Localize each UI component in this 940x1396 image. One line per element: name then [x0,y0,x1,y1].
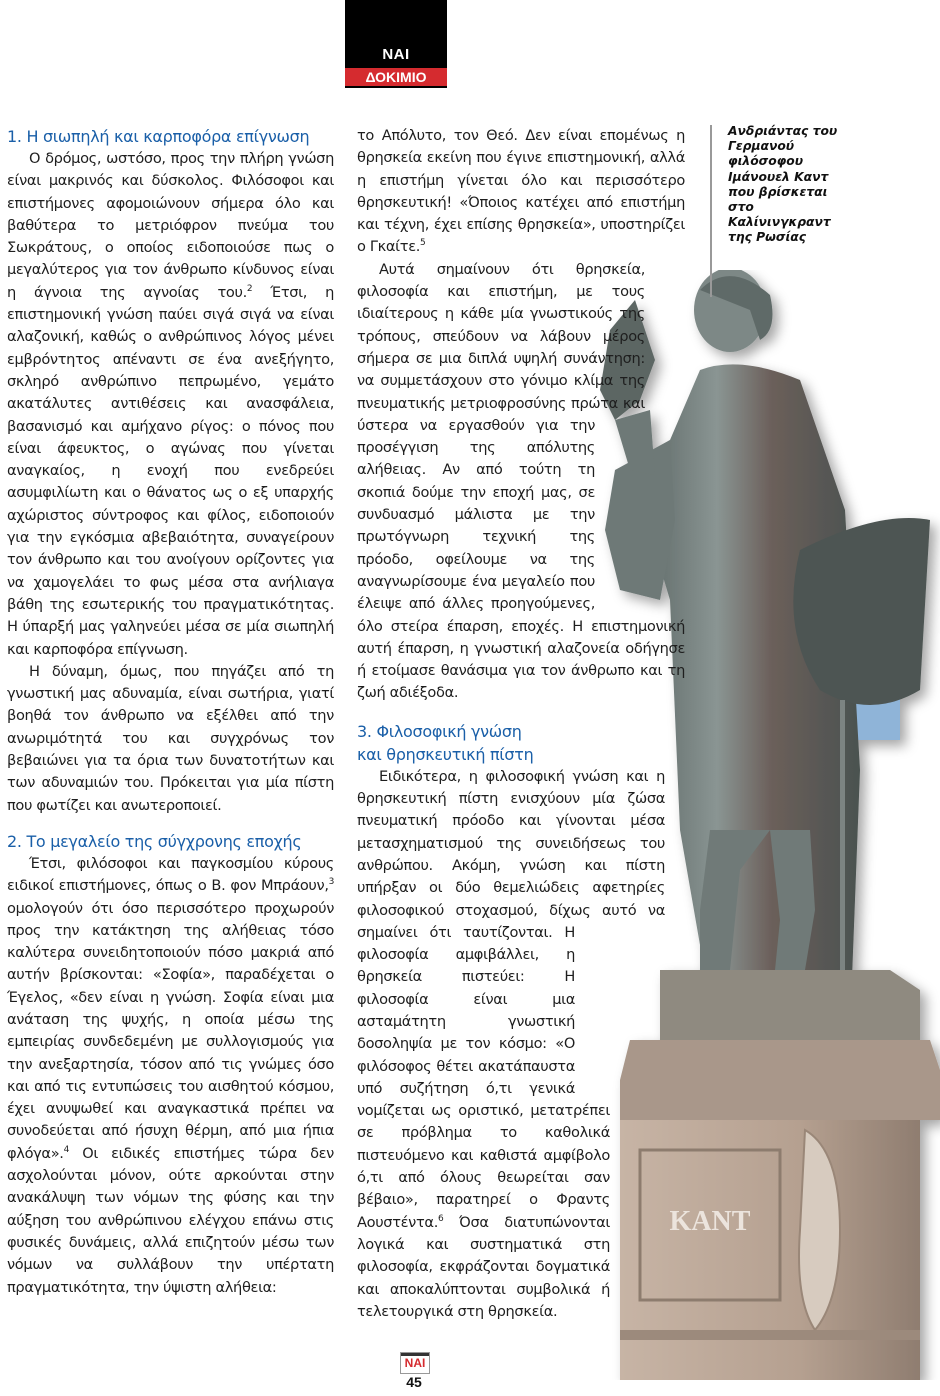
footnote-ref[interactable]: 4 [63,1144,69,1155]
text-wrap-spacer [610,1096,685,1396]
image-caption: Ανδριάντας του Γερμανού φιλόσοφου Ιμάνουελ Καντ που βρίσκεται στο Καλίνινγκραντ της Ρωσίας [728,124,838,245]
column-middle [357,125,685,1396]
section-1-paragraph-2: Η δύναμη, όμως, που πηγάζει από τη γνωστική μας αδυναμία, είναι σωτήρια, γιατί βοηθά τον άνθρωπο να εξέλθει από την ανωριμότητά του και συγχρόνως τον βεβαιώνει για τα όρια των δυνατοτήτων και των αδυναμιών του. Πρόκειται για μία πίστη που φωτίζει και ανωτεροποιεί. [7,662,334,814]
caption-rule [710,125,712,297]
footnote-ref[interactable]: 3 [328,877,334,888]
magazine-logo: ΝΑΙ [400,1352,430,1374]
section-3-paragraph-1: Ειδικότερα, η φιλοσοφική γνώση και η θρησκευτική πίστη ενισχύουν μία ζώσα πνευματική πρόοδο και γίνονται μέσα μετασχηματισμού της συνειδήσεως του ανθρώπου. Ακόμη, γνώση και πίστη υπήρξαν οι δύο θεμελιώδεις αφετηρίες φιλοσοφικού στοχασμού, δίχως αυτό να σημαίνει ότι ταυτίζονται. Η φιλοσοφία αμφιβάλλει, η θρησκεία πιστεύει: Η φιλοσοφία είναι μια ασταμάτητη γνωστική δοσοληψία με τον κόσμο: «Ο φιλόσοφος θέτει ακατάπαυστα υπό συζήτηση ό,τι γενικά νομίζεται ως οριστικό, μετατρέπει σε πρόβλημα το καθολικά πιστευόμενο και καθιστά αμφίβολο ό,τι από όλους θεωρείται σαν βέβαιο», παρατηρεί ο Φραντς Αουστέντα.$^6$ Όσα διατυπώνονται λογικά και συστηματικά στη φιλοσοφία, εκφράζονται δογματικά και αποκαλύπτονται συμβολικά ή τελετουργικά στη θρησκεία. [357,767,665,1320]
column-left [7,125,334,1299]
section-2-paragraph-2: Αυτά σημαίνουν ότι θρησκεία, φιλοσοφία και επιστήμη, με τους ιδιαίτερους η κάθε μία γνωστικούς της τρόπους, σπεύδουν να λάβουν μέρος σήμερα σε μια διπλά υψηλή συνάντηση: να συμμετάσχουν στο γόνιμο κλίμα της πνευματικής μετριοφροσύνης πρώτα και ύστερα να εργασθούν για την προσέγγιση της απόλυτης αλήθειας. Αν από τούτη τη σκοπιά δούμε την εποχή μας, σε συνδυασμό μάλιστα με την πρωτόγνωρη τεχνική της πρόοδο, οφείλουμε να της αναγνωρίσουμε ένα μεγαλείο που έλειψε από άλλες προηγούμενες, όλο στείρα έπαρση, εποχές. Η επιστημονική αυτή έπαρση, η γνωστική αλαζονεία οδήγησε ή ετοίμασε θανάσιμα για τον άνθρωπο και τη ζωή αδιέξοδα. [357,260,685,702]
text-wrap-spacer [645,347,685,437]
footnote-ref[interactable]: 5 [420,238,426,249]
footnote-ref[interactable]: 2 [246,283,253,294]
section-2-heading: 2. Το μεγαλείο της σύγχρονης εποχής [7,831,302,851]
text-wrap-spacer [665,766,685,936]
statue-plinth-top [660,970,920,1040]
page-number: 45 [406,1374,422,1390]
text-wrap-spacer [575,936,685,1096]
section-tab [345,0,447,88]
section-1-paragraph-1: Ο δρόμος, ωστόσο, προς την πλήρη γνώση είναι μακρινός και δύσκολος. Φιλόσοφοι και επιστήμονες αφομοιώνουν σήμερα όλο και βαθύτερα το μετριόφρον πνεύμα του Σωκράτους, ο οποίος ειδοποιούσε πως ο μεγαλύτερος για τον άνθρωπο κίνδυνος είναι η άγνοια της αγνοίας του.$^2$ Έτσι, η επιστημονική γνώση παύει σιγά σιγά να είναι αλαζονική, καθώς ο ανθρώπινος λόγος μένει εμβρόντητος απέναντι σε ένα ανεξήγητο, σκληρό ανθρώπινο πεπρωμένο, γεμάτο ακατάλυτες αντιθέσεις και ανασφάλεια, βασανισμό και αμήχανο ρίγος: ο πόνος που είναι άφευκτος, ο αγώνας που γίνεται αναγκαίος, η ενοχή που ενεδρεύει ασυμφιλίωτη και ο θάνατος ως ο εξ υπαρχής αχώριστος σύντροφος και φίλος, ειδοποιούν για την εγκόσμια αβεβαιότητα, συναγείρουν τον άνθρωπο και του ανοίγουν ορίζοντες για να χαμογελάει το φως μέσα στα ανήλιαγα βάθη της εσωτερικής του πραγματικότητας. Η ύπαρξή μας γαληνεύει μέσα σε μία σιωπηλή και καρποφόρα επίγνωση. [7,150,334,658]
footnote-ref[interactable]: 6 [437,1213,444,1224]
statue-hat [793,518,930,705]
text-wrap-spacer [595,437,685,597]
section-3-heading: 3. Φιλοσοφική γνώση και θρησκευτική πίστη [357,721,534,764]
section-2-paragraph-1: Έτσι, φιλόσοφοι και παγκοσμίου κύρους ειδικοί επιστήμονες, όπως ο Β. φον Μπράουν,$^3$ ομολογούν ότι όσο περισσότερο προχωρούν προς την κατάκτηση της αλήθειας τόσο καλύτερα συνειδητοποιούν πόσο μακριά από αυτήν βρίσκονται: «Σοφία», παραδέχεται ο Έγελος, «δεν είναι η γνώση. Σοφία είναι μια ανάταση της ψυχής, η οποία μέσω της εμπειρίας συνδεδεμένη με συλλογισμούς για την ανεξαρτησία, τόσον από τις γνώμες όσο και από τις εντυπώσεις του αισθητού κόσμου, έχει ανυψωθεί και αναγκαστικά πρέπει να συνοδεύεται από ήσυχη θέρμη, από μια ήπια φλόγα».$^4$ Οι ειδικές επιστήμες τώρα δεν ασχολούνται μόνον, ούτε αρκούνται στην ανακάλυψη των νόμων της φύσης και την αύξηση του ανθρώπινου ελέγχου επάνω στις φυσικές δυνάμεις, αλλά επιζητούν μέσω των νόμων να συλλάβουν την υπέρτατη πραγματικότητα, την ύψιστη αλήθεια: [7,854,334,1296]
pedestal-inscription: KANT [669,1206,751,1237]
section-2-paragraph-1-continued: το Απόλυτο, τον Θεό. Δεν είναι επομένως η θρησκεία εκείνη που έγινε επιστημονική, αλλά η επιστήμη γίνεται όλο και περισσότερο θρησκευτική! «Όποιος κατέχει από επιστήμη και τέχνη, έχει επίσης θρησκεία», υποστηρίζει ο Γκαίτε.$^5$ [357,127,685,256]
section-1-heading: 1. Η σιωπηλή και καρποφόρα επίγνωση [7,127,310,146]
brand-label: ΝΑΙ [382,46,410,63]
section-label: ΔΟΚΙΜΙΟ [345,68,447,86]
